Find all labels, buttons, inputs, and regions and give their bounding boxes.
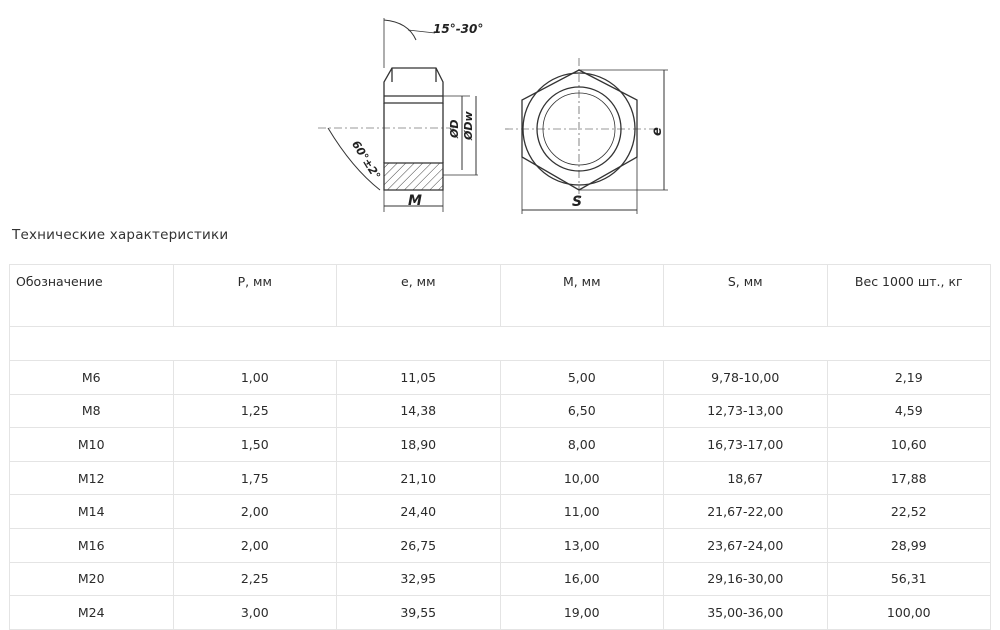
table-cell: 56,31	[827, 562, 991, 596]
table-cell: 2,25	[173, 562, 337, 596]
table-cell: M8	[10, 394, 174, 428]
table-cell: 1,00	[173, 361, 337, 395]
table-row	[10, 528, 991, 562]
table-cell: 6,50	[500, 394, 664, 428]
table-cell: 18,90	[337, 428, 501, 462]
table-cell: 21,67-22,00	[664, 495, 828, 529]
column-header: S, мм	[664, 265, 828, 327]
label-s: S	[572, 194, 583, 210]
column-header: Вес 1000 шт., кг	[827, 265, 991, 327]
table-cell: 2,00	[173, 495, 337, 529]
table-cell: 12,73-13,00	[664, 394, 828, 428]
table-cell: 29,16-30,00	[664, 562, 828, 596]
table-cell: 5,00	[500, 361, 664, 395]
section-title: Технические характеристики	[12, 227, 229, 243]
column-header: Обозначение	[10, 265, 174, 327]
table-cell: 9,78-10,00	[664, 361, 828, 395]
table-cell: 2,00	[173, 528, 337, 562]
label-m: M	[408, 193, 422, 209]
table-row	[10, 562, 991, 596]
table-cell: 100,00	[827, 596, 991, 630]
table-cell: 19,00	[500, 596, 664, 630]
table-cell: M6	[10, 361, 174, 395]
table-cell: 8,00	[500, 428, 664, 462]
table-cell: 13,00	[500, 528, 664, 562]
table-cell: 22,52	[827, 495, 991, 529]
table-cell: 4,59	[827, 394, 991, 428]
table-cell: 1,25	[173, 394, 337, 428]
table-row	[10, 361, 991, 395]
table-header-row	[10, 265, 991, 327]
table-cell: 35,00-36,00	[664, 596, 828, 630]
column-header: P, мм	[173, 265, 337, 327]
table-cell: M10	[10, 428, 174, 462]
empty-cell	[10, 327, 991, 361]
table-row	[10, 394, 991, 428]
table-cell: 28,99	[827, 528, 991, 562]
nut-side-view	[318, 18, 478, 212]
table-cell: 16,00	[500, 562, 664, 596]
table-cell: 10,60	[827, 428, 991, 462]
table-cell: 17,88	[827, 461, 991, 495]
column-header: M, мм	[500, 265, 664, 327]
table-cell: 39,55	[337, 596, 501, 630]
label-d: ØD	[448, 119, 461, 138]
label-e: e	[650, 127, 665, 136]
nut-front-view	[505, 58, 668, 214]
table-row	[10, 596, 991, 630]
angle-top-label: 15°-30°	[433, 22, 484, 36]
table-cell: 1,75	[173, 461, 337, 495]
table-cell: M12	[10, 461, 174, 495]
angle-side-label: 60°±2°	[349, 138, 383, 182]
column-header: e, мм	[337, 265, 501, 327]
table-cell: 14,38	[337, 394, 501, 428]
table-cell: 32,95	[337, 562, 501, 596]
table-cell: 2,19	[827, 361, 991, 395]
table-cell: 26,75	[337, 528, 501, 562]
table-cell: 10,00	[500, 461, 664, 495]
table-row	[10, 495, 991, 529]
table-cell: 11,05	[337, 361, 501, 395]
table-cell: M16	[10, 528, 174, 562]
table-cell: M14	[10, 495, 174, 529]
table-cell: 18,67	[664, 461, 828, 495]
table-row	[10, 428, 991, 462]
table-cell: 21,10	[337, 461, 501, 495]
table-cell: 11,00	[500, 495, 664, 529]
table-cell: 23,67-24,00	[664, 528, 828, 562]
hex-nut-drawing	[300, 8, 700, 218]
table-row	[10, 461, 991, 495]
table-cell: 16,73-17,00	[664, 428, 828, 462]
table-cell: M24	[10, 596, 174, 630]
label-dw: ØDw	[462, 111, 475, 140]
table-cell: 1,50	[173, 428, 337, 462]
empty-row	[10, 327, 991, 361]
specifications-table	[9, 264, 991, 630]
table-cell: 24,40	[337, 495, 501, 529]
table-cell: M20	[10, 562, 174, 596]
table-cell: 3,00	[173, 596, 337, 630]
